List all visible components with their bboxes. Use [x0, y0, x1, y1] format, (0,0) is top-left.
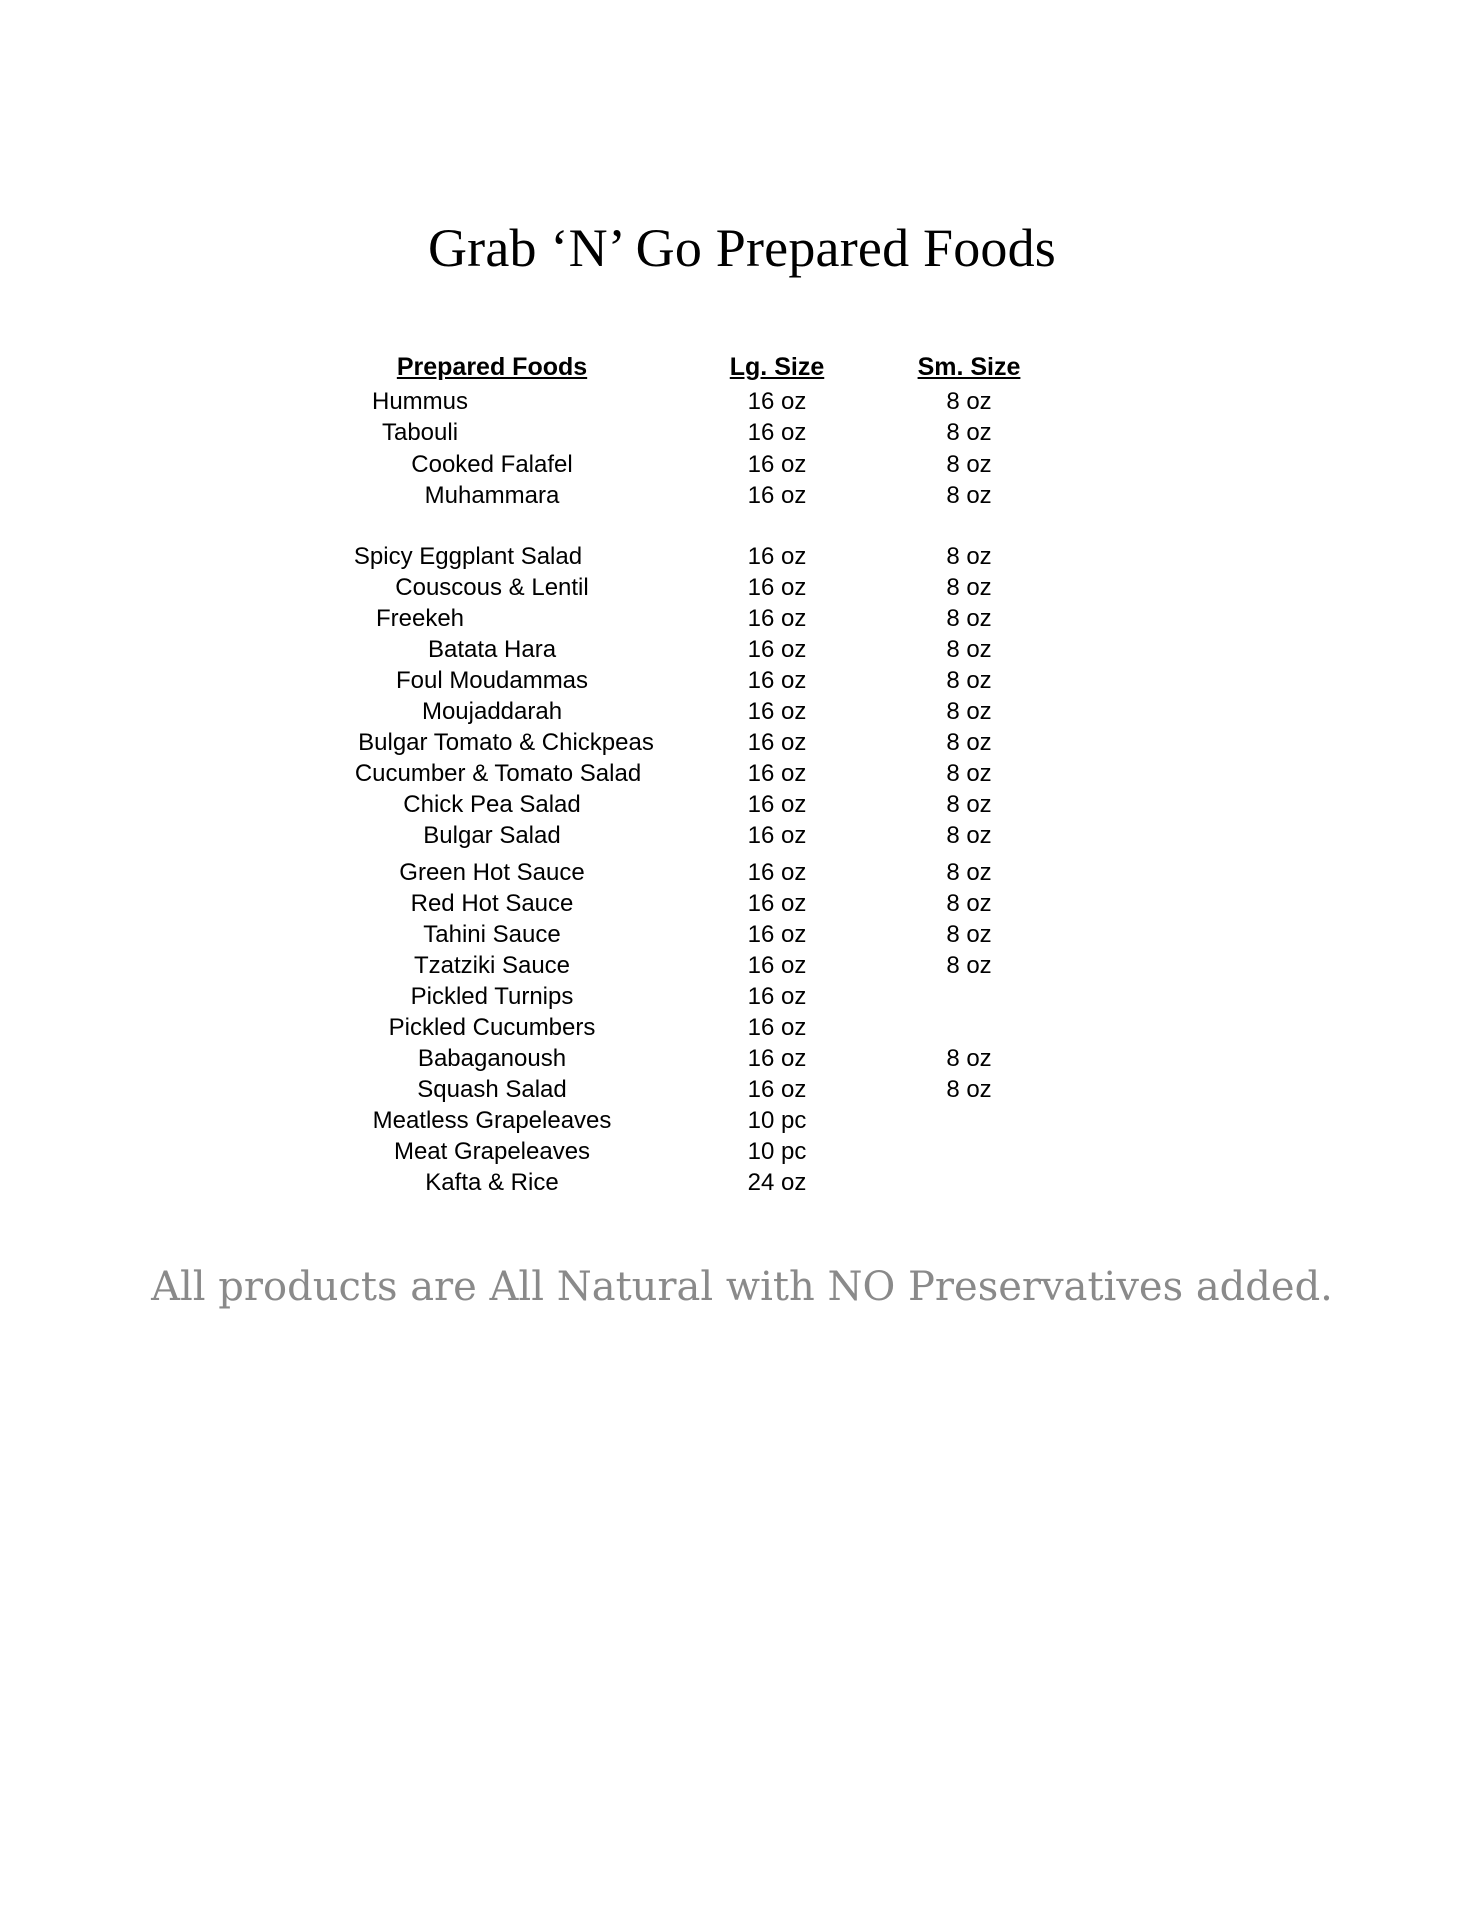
food-name: Bulgar Salad: [423, 822, 561, 849]
small-size-value: 8 oz: [946, 667, 992, 694]
large-size-value: 16 oz: [747, 760, 807, 787]
large-size-value: 16 oz: [747, 636, 807, 663]
large-size-value: 16 oz: [747, 1076, 807, 1103]
small-size-value: 8 oz: [946, 822, 992, 849]
small-size-value: 8 oz: [946, 760, 992, 787]
header-large-size: Lg. Size: [729, 353, 825, 381]
large-size-value: 16 oz: [747, 1045, 807, 1072]
food-name: Green Hot Sauce: [399, 859, 585, 886]
food-name: Bulgar Tomato & Chickpeas: [358, 729, 654, 756]
food-name: Meat Grapeleaves: [393, 1138, 591, 1165]
small-size-value: 8 oz: [946, 1045, 992, 1072]
large-size-value: 24 oz: [747, 1169, 807, 1196]
large-size-value: 10 pc: [747, 1107, 807, 1134]
small-size-value: 8 oz: [946, 952, 992, 979]
small-size-value: 8 oz: [946, 451, 992, 478]
food-name: Red Hot Sauce: [410, 890, 574, 917]
large-size-value: 16 oz: [747, 983, 807, 1010]
food-name: Tzatziki Sauce: [413, 952, 571, 979]
header-small-size: Sm. Size: [917, 353, 1021, 381]
food-name: Babaganoush: [417, 1045, 567, 1072]
small-size-value: 8 oz: [946, 543, 992, 570]
header-prepared-foods: Prepared Foods: [396, 353, 588, 381]
small-size-value: 8 oz: [946, 574, 992, 601]
large-size-value: 16 oz: [747, 952, 807, 979]
food-name: Tahini Sauce: [423, 921, 561, 948]
large-size-value: 16 oz: [747, 451, 807, 478]
large-size-value: 16 oz: [747, 388, 807, 415]
large-size-value: 16 oz: [747, 574, 807, 601]
small-size-value: 8 oz: [946, 1076, 992, 1103]
small-size-value: 8 oz: [946, 859, 992, 886]
food-name: Cooked Falafel: [411, 451, 573, 478]
small-size-value: 8 oz: [946, 419, 992, 446]
large-size-value: 16 oz: [747, 605, 807, 632]
page-title: Grab ‘N’ Go Prepared Foods: [427, 218, 1057, 278]
food-name: Kafta & Rice: [425, 1169, 559, 1196]
food-name: Spicy Eggplant Salad: [353, 543, 583, 570]
large-size-value: 16 oz: [747, 890, 807, 917]
small-size-value: 8 oz: [946, 636, 992, 663]
food-name: Hummus: [371, 388, 469, 415]
large-size-value: 16 oz: [747, 1014, 807, 1041]
food-name: Chick Pea Salad: [403, 791, 581, 818]
large-size-value: 16 oz: [747, 543, 807, 570]
food-name: Squash Salad: [417, 1076, 567, 1103]
large-size-value: 10 pc: [747, 1138, 807, 1165]
large-size-value: 16 oz: [747, 859, 807, 886]
small-size-value: 8 oz: [946, 388, 992, 415]
small-size-value: 8 oz: [946, 605, 992, 632]
small-size-value: 8 oz: [946, 698, 992, 725]
food-name: Batata Hara: [427, 636, 557, 663]
food-name: Moujaddarah: [421, 698, 563, 725]
large-size-value: 16 oz: [747, 419, 807, 446]
large-size-value: 16 oz: [747, 791, 807, 818]
footer-note: All products are All Natural with NO Preservatives added.: [151, 1264, 1333, 1310]
food-name: Freekeh: [375, 605, 465, 632]
small-size-value: 8 oz: [946, 791, 992, 818]
food-name: Muhammara: [424, 482, 560, 509]
small-size-value: 8 oz: [946, 482, 992, 509]
small-size-value: 8 oz: [946, 890, 992, 917]
small-size-value: 8 oz: [946, 729, 992, 756]
food-name: Cucumber & Tomato Salad: [354, 760, 642, 787]
food-name: Foul Moudammas: [395, 667, 589, 694]
food-name: Pickled Cucumbers: [388, 1014, 596, 1041]
large-size-value: 16 oz: [747, 482, 807, 509]
food-name: Couscous & Lentil: [395, 574, 589, 601]
food-name: Tabouli: [381, 419, 459, 446]
large-size-value: 16 oz: [747, 698, 807, 725]
large-size-value: 16 oz: [747, 921, 807, 948]
large-size-value: 16 oz: [747, 667, 807, 694]
large-size-value: 16 oz: [747, 822, 807, 849]
small-size-value: 8 oz: [946, 921, 992, 948]
food-name: Pickled Turnips: [410, 983, 574, 1010]
large-size-value: 16 oz: [747, 729, 807, 756]
food-name: Meatless Grapeleaves: [372, 1107, 612, 1134]
